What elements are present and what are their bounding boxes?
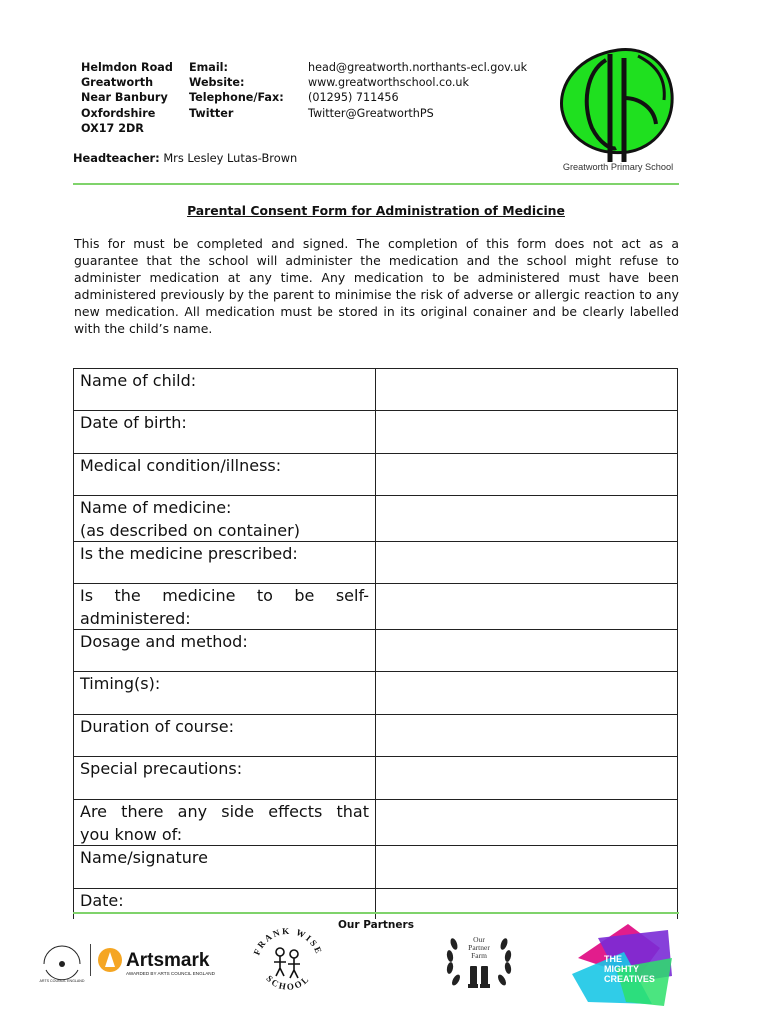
artsmark-name: Artsmark — [126, 950, 210, 971]
school-logo-caption: Greatworth Primary School — [562, 162, 674, 172]
name-of-child-field[interactable] — [376, 369, 678, 411]
address-line: Near Banbury — [81, 91, 168, 105]
arts-council-logo — [36, 938, 88, 984]
children-figures-icon — [274, 948, 300, 978]
address-line: OX17 2DR — [81, 121, 144, 135]
contact-labels — [189, 60, 284, 121]
form-row-duration — [74, 715, 678, 757]
mighty-text-line: MIGHTY — [604, 964, 639, 974]
school-address — [81, 60, 173, 136]
mighty-text-line: THE — [604, 954, 622, 964]
footer-divider — [73, 912, 679, 914]
prescribed-field[interactable] — [376, 542, 678, 584]
duration-field[interactable] — [376, 715, 678, 757]
headteacher-label: Headteacher: — [73, 151, 160, 165]
field-label: Name/signature — [74, 846, 376, 889]
medical-condition-field[interactable] — [376, 454, 678, 496]
form-row-date-of-birth — [74, 411, 678, 454]
field-label: Date of birth: — [74, 411, 376, 454]
field-label: Name of child: — [74, 369, 376, 411]
email-label: Email: — [189, 61, 228, 74]
address-line: Helmdon Road — [81, 61, 173, 74]
arts-council-text: ARTS COUNCIL ENGLAND — [39, 979, 85, 983]
field-label: Name of medicine: (as described on container) — [74, 496, 376, 542]
form-row-side-effects — [74, 800, 678, 846]
logo-divider — [90, 944, 91, 976]
svg-text:FRANK WISE — [252, 926, 325, 957]
contact-values — [308, 60, 527, 121]
special-precautions-field[interactable] — [376, 757, 678, 800]
boots-icon — [468, 966, 490, 988]
field-label: Is the medicine prescribed: — [74, 542, 376, 584]
form-row-name-of-child — [74, 369, 678, 411]
field-label: Duration of course: — [74, 715, 376, 757]
field-label: Special precautions: — [74, 757, 376, 800]
dosage-field[interactable] — [376, 630, 678, 672]
signature-field[interactable] — [376, 846, 678, 889]
field-label: Are there any side effects that you know of: — [74, 800, 376, 846]
form-row-dosage — [74, 630, 678, 672]
farm-text-line: Farm — [471, 951, 487, 960]
farm-text-line: Our — [473, 935, 485, 944]
website-value[interactable]: www.greatworthschool.co.uk — [308, 76, 469, 90]
telephone-label: Telephone/Fax: — [189, 91, 284, 105]
partner-farm-logo — [440, 924, 518, 1000]
headteacher-line — [73, 151, 297, 165]
frank-wise-bottom-text: SCHOOL — [264, 973, 312, 992]
mighty-creatives-logo — [568, 918, 680, 1012]
form-row-prescribed — [74, 542, 678, 584]
telephone-value: (01295) 711456 — [308, 91, 399, 105]
self-administered-field[interactable] — [376, 584, 678, 630]
date-of-birth-field[interactable] — [376, 411, 678, 454]
address-line: Oxfordshire — [81, 106, 156, 120]
artsmark-logo — [96, 944, 228, 978]
field-label: Medical condition/illness: — [74, 454, 376, 496]
field-label: Is the medicine to be self- administered: — [74, 584, 376, 630]
address-line: Greatworth — [81, 76, 154, 90]
website-label: Website: — [189, 76, 245, 90]
timing-field[interactable] — [376, 672, 678, 715]
twitter-value[interactable]: Twitter@GreatworthPS — [308, 106, 434, 120]
header-divider — [73, 183, 679, 185]
frank-wise-top-text: FRANK WISE — [251, 925, 325, 957]
form-title: Parental Consent Form for Administration of Medicine — [187, 203, 565, 218]
twitter-label: Twitter — [189, 106, 234, 120]
field-label: Dosage and method: — [74, 630, 376, 672]
field-label: Date: — [74, 889, 376, 919]
form-row-timing — [74, 672, 678, 715]
frank-wise-school-logo — [248, 922, 328, 1002]
form-row-date — [74, 889, 678, 919]
email-value[interactable]: head@greatworth.northants-ecl.gov.uk — [308, 61, 528, 74]
farm-text-line: Partner — [468, 943, 490, 952]
svg-text:SCHOOL — [264, 973, 311, 992]
partners-title: Our Partners — [338, 919, 414, 931]
consent-form-table — [73, 368, 678, 919]
field-label: Timing(s): — [74, 672, 376, 715]
date-field[interactable] — [376, 889, 678, 919]
mighty-text-line: CREATIVES — [604, 974, 655, 984]
artsmark-subtitle: AWARDED BY ARTS COUNCIL ENGLAND — [126, 971, 215, 976]
side-effects-field[interactable] — [376, 800, 678, 846]
form-row-signature — [74, 846, 678, 889]
headteacher-name: Mrs Lesley Lutas-Brown — [163, 151, 298, 165]
form-intro: This for must be completed and signed. The completion of this form does not act as a guarantee that the school will administer the medication and the school might refuse to administer medication at any time. Any medication to be administered must have been administered previously by the parent to minimise the risk of adverse or allergic reaction to any new medication. All medication must be stored in its original conainer and be clearly labelled with the child’s name. — [74, 236, 679, 336]
form-row-name-of-medicine — [74, 496, 678, 542]
form-row-self-administered — [74, 584, 678, 630]
school-logo — [548, 44, 688, 176]
name-of-medicine-field[interactable] — [376, 496, 678, 542]
form-row-special-precautions — [74, 757, 678, 800]
form-row-medical-condition — [74, 454, 678, 496]
